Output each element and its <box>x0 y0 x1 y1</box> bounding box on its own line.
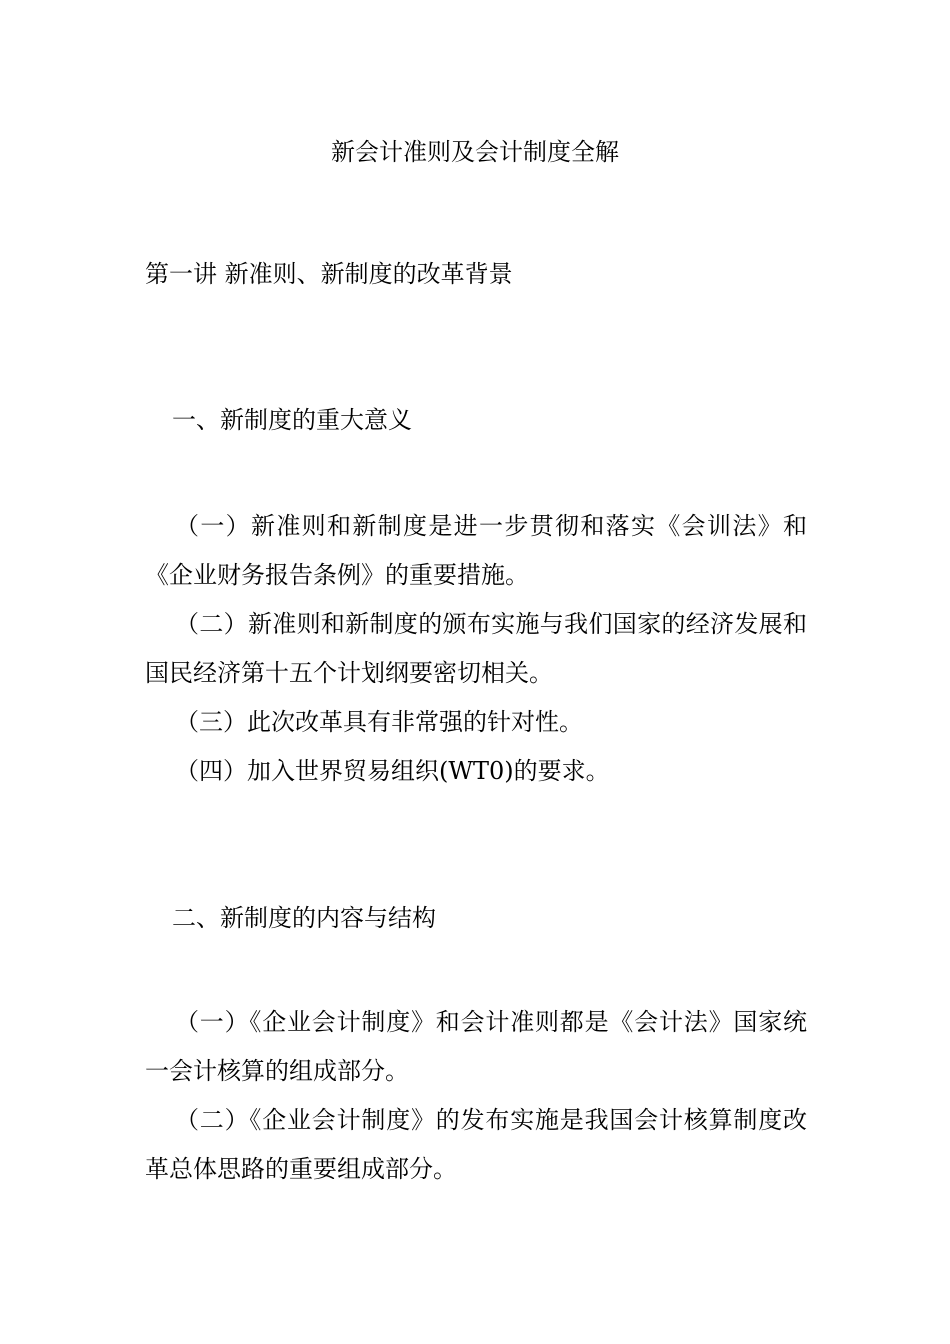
section-heading-significance: 一、新制度的重大意义 <box>172 406 412 434</box>
section1-item-4: （四）加入世界贸易组织(WT0)的要求。 <box>175 757 610 785</box>
section1-item-1: （一）新准则和新制度是进一步贯彻和落实《会训法》和《企业财务报告条例》的重要措施。 <box>145 512 807 589</box>
section1-item-3: （三）此次改革具有非常强的针对性。 <box>175 708 583 736</box>
section2-item-2: （二）《企业会计制度》的发布实施是我国会计核算制度改革总体思路的重要组成部分。 <box>145 1106 807 1183</box>
section1-item-2: （二）新准则和新制度的颁布实施与我们国家的经济发展和国民经济第十五个计划纲要密切相关。 <box>145 610 807 687</box>
section-heading-structure: 二、新制度的内容与结构 <box>172 904 436 932</box>
lecture-heading: 第一讲 新准则、新制度的改革背景 <box>145 260 513 288</box>
section2-item-1: （一）《企业会计制度》和会计准则都是《会计法》国家统 一会计核算的组成部分。 <box>145 1008 807 1085</box>
document-title: 新会计准则及会计制度全解 <box>331 138 619 166</box>
